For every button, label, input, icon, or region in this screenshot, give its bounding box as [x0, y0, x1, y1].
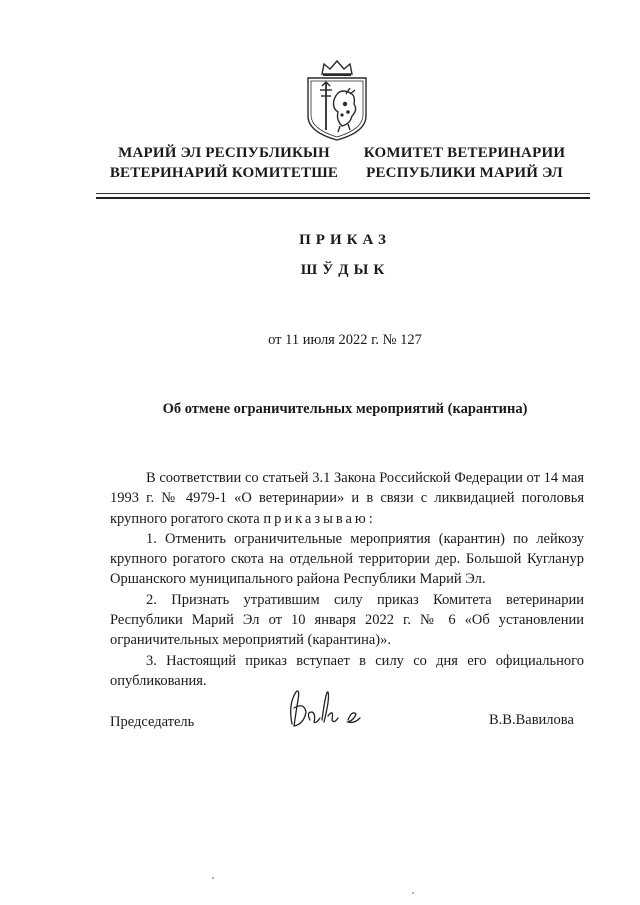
signatory-name: В.В.Вавилова [489, 712, 574, 728]
header-right-line-1: КОМИТЕТ ВЕТЕРИНАРИИ [363, 145, 566, 161]
document-subject: Об отмене ограничительных мероприятий (карантина) [162, 401, 528, 417]
document-body [110, 468, 584, 691]
scan-speck [412, 892, 414, 894]
header-left-line-1: МАРИЙ ЭЛ РЕСПУБЛИКЫН [118, 145, 330, 161]
paragraph-item-2: 2. Признать утратившим силу приказ Комитета ветеринарии Республики Марий Эл от 10 января 2022 г. № 6 «Об установлении ограничительных мероприятий (карантина)». [110, 591, 584, 649]
header-mari-name [104, 143, 344, 183]
header-left-line-2: ВЕТЕРИНАРИЙ КОМИТЕТШЕ [109, 165, 339, 181]
preamble-order-word: приказываю: [263, 510, 376, 527]
document-date-number: от 11 июля 2022 г. № 127 [268, 332, 422, 348]
signatory-role: Председатель [110, 714, 195, 730]
scan-speck [212, 877, 214, 879]
coat-of-arms-emblem [300, 58, 374, 142]
header-divider-thin [96, 193, 590, 194]
header-divider-thick [96, 197, 590, 199]
document-type-mari: ШЎДЫК [300, 262, 390, 278]
paragraph-preamble [110, 468, 584, 529]
handwritten-signature [282, 684, 374, 734]
header-right-line-2: РЕСПУБЛИКИ МАРИЙ ЭЛ [366, 165, 563, 181]
preamble-text: В соответствии со статьей 3.1 Закона Российской Федерации от 14 мая 1993 г. № 4979-1 «О ветеринарии» и в связи с ликвидацией поголовья крупного рогатого скота [110, 470, 584, 527]
document-type-russian: ПРИКАЗ [299, 232, 391, 248]
paragraph-item-3: 3. Настоящий приказ вступает в силу со дня его официального опубликования. [110, 652, 584, 689]
paragraph-item-1: 1. Отменить ограничительные мероприятия (карантин) по лейкозу крупного рогатого скота на отдельной территории дер. Большой Кугланур Оршанского муниципального района Республики Марий Эл. [110, 530, 584, 588]
header-russian-name [357, 143, 572, 183]
